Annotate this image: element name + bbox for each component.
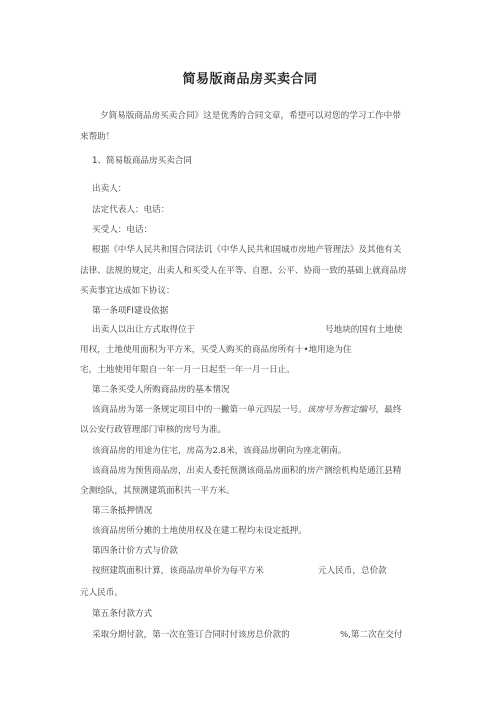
intro-line-1: 夕简易版商品房买卖合同》这是优秀的合同文章，希望可以对您的学习工作中带 bbox=[100, 111, 401, 121]
article-3-heading: 第三条抵押情况 bbox=[92, 506, 153, 516]
article-4-line-2: 元人民币。 bbox=[80, 588, 123, 598]
article-1-line-2: 用权，土地使用面积为平方米，买受人购买的商品房所有十•地用途为住 bbox=[80, 345, 352, 355]
article-2-line-1 bbox=[92, 405, 401, 416]
seller-label: 出卖人： bbox=[92, 184, 127, 194]
article-2-line-5: 全测绘队，其预测建筑面积共一平方米。 bbox=[80, 486, 235, 496]
article-5-line-1b: %,第二次在交付 bbox=[340, 630, 403, 640]
preamble-line-1: 根据《中华人民共和国合同法讥《中华人民共和国城市房地产管理法》及其他有关 bbox=[92, 245, 402, 255]
document-title: 简易版商品房买卖合同 bbox=[182, 72, 318, 87]
article-1-line-3: 宅，土地使用年限自一年一月一日起至一年一月一日止。 bbox=[80, 365, 295, 375]
article-4-line-1a: 按照建筑面积计算，该商品房单价为每平方米 bbox=[92, 566, 264, 576]
buyer-label: 买受人：电话： bbox=[92, 225, 153, 235]
intro-line-2: 来帮助！ bbox=[80, 132, 115, 142]
article-2-line-2: 以公安行政管理部门审核的房号为准。 bbox=[80, 425, 227, 435]
article-3-line-1: 该商品房所分摊的土地使用权及在建工程均未设定抵押。 bbox=[92, 526, 307, 536]
article-2-line-3: 该商品房的用途为住宅，房高为2.8米，该商品房朝向为座北朝南。 bbox=[92, 446, 347, 456]
article-1-heading: 第一条项FI建设依据 bbox=[92, 306, 169, 316]
article-2-line-4: 该商品房为预售商品房，出卖人委托预测该商品房面积的房产测绘机构是通江县精 bbox=[92, 466, 402, 476]
preamble-line-3: 买卖事宜达成如下协议： bbox=[80, 286, 175, 296]
article-2-heading: 第二条买受人所购商品房的基本情况 bbox=[92, 385, 230, 395]
article-2-line-1a: 该商品房为第一条规定项目中的一撇第一单元四层一号。 bbox=[92, 405, 307, 415]
article-2-line-1c: ，最终 bbox=[375, 405, 402, 415]
article-1-line-1a: 出卖人以出让方式取得位于 bbox=[92, 325, 196, 335]
legal-rep-label: 法定代表人：电话： bbox=[92, 205, 170, 215]
article-1-line-1b: 号地块的国有土地使 bbox=[325, 325, 403, 335]
preamble-line-2: 法律、法规的规定，出卖人和买受人在平等、自愿、公平、协商一致的基础上就商品房 bbox=[80, 266, 407, 276]
article-2-line-1b: 该房号为暂定编号 bbox=[306, 405, 376, 415]
article-5-heading: 第五条付款方式 bbox=[92, 609, 153, 619]
article-5-line-1a: 采取分期付款，第一次在签订合同时付该房总价款的 bbox=[92, 630, 290, 640]
article-4-line-1b: 元人民币，总价款 bbox=[318, 566, 387, 576]
section-heading: 1、简易版商品房买卖合同 bbox=[92, 156, 192, 166]
article-4-heading: 第四条计价方式与价款 bbox=[92, 546, 178, 556]
